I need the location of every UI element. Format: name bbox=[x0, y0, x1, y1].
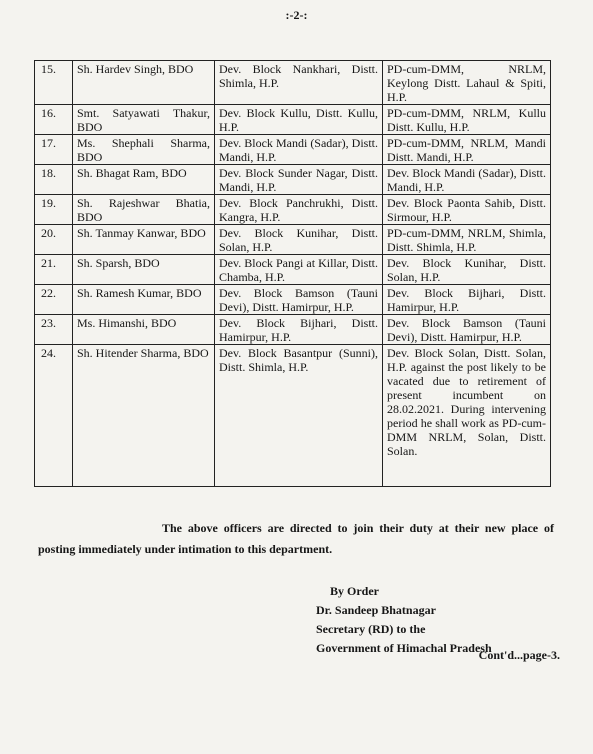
table-row bbox=[35, 135, 551, 165]
closing-instruction: The above officers are directed to join their duty at their new place of posting immediately under intimation to this department. bbox=[38, 521, 554, 556]
table-row bbox=[35, 345, 551, 487]
officer-name: Sh. Bhagat Ram, BDO bbox=[73, 165, 215, 195]
serial-number: 21. bbox=[35, 255, 73, 285]
new-posting: Dev. Block Bijhari, Distt. Hamirpur, H.P. bbox=[383, 285, 551, 315]
current-posting: Dev. Block Bamson (Tauni Devi), Distt. Hamirpur, H.P. bbox=[215, 285, 383, 315]
officer-name: Sh. Hitender Sharma, BDO bbox=[73, 345, 215, 487]
officer-name: Sh. Tanmay Kanwar, BDO bbox=[73, 225, 215, 255]
serial-number: 18. bbox=[35, 165, 73, 195]
signatory-government: Government of Himachal Pradesh bbox=[316, 641, 492, 655]
new-posting: Dev. Block Paonta Sahib, Distt. Sirmour, H.P. bbox=[383, 195, 551, 225]
current-posting: Dev. Block Bijhari, Distt. Hamirpur, H.P. bbox=[215, 315, 383, 345]
new-posting: PD-cum-DMM, NRLM, Kullu Distt. Kullu, H.P. bbox=[383, 105, 551, 135]
table-row bbox=[35, 105, 551, 135]
officer-name: Ms. Himanshi, BDO bbox=[73, 315, 215, 345]
current-posting: Dev. Block Kullu, Distt. Kullu, H.P. bbox=[215, 105, 383, 135]
officer-name: Sh. Ramesh Kumar, BDO bbox=[73, 285, 215, 315]
continued-note: Cont'd...page-3. bbox=[478, 648, 560, 662]
by-order-line: By Order bbox=[330, 584, 379, 598]
current-posting: Dev. Block Kunihar, Distt. Solan, H.P. bbox=[215, 225, 383, 255]
serial-number: 23. bbox=[35, 315, 73, 345]
signatory-name: Dr. Sandeep Bhatnagar bbox=[316, 603, 436, 617]
serial-number: 17. bbox=[35, 135, 73, 165]
current-posting: Dev. Block Mandi (Sadar), Distt. Mandi, H.P. bbox=[215, 135, 383, 165]
new-posting: Dev. Block Bamson (Tauni Devi), Distt. Hamirpur, H.P. bbox=[383, 315, 551, 345]
current-posting: Dev. Block Basantpur (Sunni), Distt. Shimla, H.P. bbox=[215, 345, 383, 487]
new-posting: Dev. Block Mandi (Sadar), Distt. Mandi, H.P. bbox=[383, 165, 551, 195]
table-row bbox=[35, 165, 551, 195]
table-row bbox=[35, 285, 551, 315]
table-row bbox=[35, 61, 551, 105]
table-row bbox=[35, 195, 551, 225]
officer-name: Sh. Hardev Singh, BDO bbox=[73, 61, 215, 105]
signatory-designation: Secretary (RD) to the bbox=[316, 622, 426, 636]
current-posting: Dev. Block Panchrukhi, Distt. Kangra, H.P. bbox=[215, 195, 383, 225]
new-posting: Dev. Block Solan, Distt. Solan, H.P. against the post likely to be vacated due to retirement of present incumbent on 28.02.2021. During intervening period he shall work as PD-cum-DMM NRLM, Solan, Distt. Solan. bbox=[383, 345, 551, 487]
officer-name: Ms. Shephali Sharma, BDO bbox=[73, 135, 215, 165]
table-row bbox=[35, 315, 551, 345]
officer-name: Sh. Rajeshwar Bhatia, BDO bbox=[73, 195, 215, 225]
officer-name: Sh. Sparsh, BDO bbox=[73, 255, 215, 285]
serial-number: 19. bbox=[35, 195, 73, 225]
serial-number: 15. bbox=[35, 61, 73, 105]
serial-number: 22. bbox=[35, 285, 73, 315]
table-row bbox=[35, 255, 551, 285]
table-row bbox=[35, 225, 551, 255]
serial-number: 24. bbox=[35, 345, 73, 487]
current-posting: Dev. Block Sunder Nagar, Distt. Mandi, H.P. bbox=[215, 165, 383, 195]
new-posting: Dev. Block Kunihar, Distt. Solan, H.P. bbox=[383, 255, 551, 285]
new-posting: PD-cum-DMM, NRLM, Shimla, Distt. Shimla, H.P. bbox=[383, 225, 551, 255]
transfer-table bbox=[34, 60, 551, 487]
new-posting: PD-cum-DMM, NRLM, Mandi Distt. Mandi, H.P. bbox=[383, 135, 551, 165]
current-posting: Dev. Block Pangi at Killar, Distt. Chamba, H.P. bbox=[215, 255, 383, 285]
signature-block bbox=[316, 582, 556, 658]
new-posting: PD-cum-DMM, NRLM, Keylong Distt. Lahaul & Spiti, H.P. bbox=[383, 61, 551, 105]
page-number: :-2-: bbox=[285, 8, 308, 22]
serial-number: 16. bbox=[35, 105, 73, 135]
officer-name: Smt. Satyawati Thakur, BDO bbox=[73, 105, 215, 135]
serial-number: 20. bbox=[35, 225, 73, 255]
current-posting: Dev. Block Nankhari, Distt. Shimla, H.P. bbox=[215, 61, 383, 105]
